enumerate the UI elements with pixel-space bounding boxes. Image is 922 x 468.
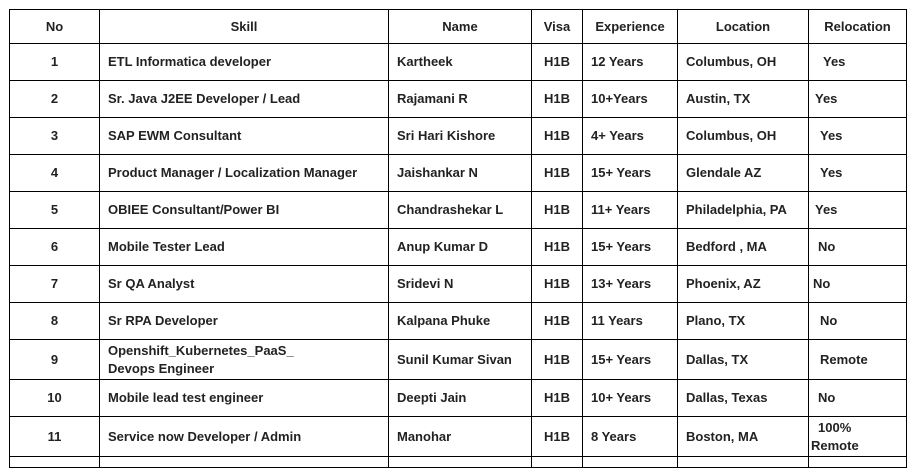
skill-line-1: Openshift_Kubernetes_PaaS_ xyxy=(108,342,294,358)
cell-experience: 11 Years xyxy=(583,303,678,340)
cell-skill: OBIEE Consultant/Power BI xyxy=(100,192,389,229)
cell-no: 9 xyxy=(10,340,100,380)
table-row xyxy=(10,266,907,303)
cell-name: Chandrashekar L xyxy=(389,192,532,229)
table-row xyxy=(10,303,907,340)
cell-empty xyxy=(10,457,100,468)
cell-location: Boston, MA xyxy=(678,417,809,457)
cell-location: Philadelphia, PA xyxy=(678,192,809,229)
header-skill: Skill xyxy=(100,10,389,44)
cell-name: Manohar xyxy=(389,417,532,457)
cell-skill: ETL Informatica developer xyxy=(100,44,389,81)
cell-location: Bedford , MA xyxy=(678,229,809,266)
cell-skill xyxy=(100,340,389,380)
cell-skill: Service now Developer / Admin xyxy=(100,417,389,457)
cell-visa: H1B xyxy=(532,266,583,303)
cell-skill: Mobile lead test engineer xyxy=(100,380,389,417)
cell-location: Dallas, TX xyxy=(678,340,809,380)
cell-name: Sridevi N xyxy=(389,266,532,303)
candidates-table xyxy=(9,9,907,468)
header-name: Name xyxy=(389,10,532,44)
table-row xyxy=(10,155,907,192)
cell-location: Plano, TX xyxy=(678,303,809,340)
cell-empty xyxy=(809,457,907,468)
cell-name: Sri Hari Kishore xyxy=(389,118,532,155)
cell-empty xyxy=(389,457,532,468)
cell-visa: H1B xyxy=(532,303,583,340)
cell-no: 5 xyxy=(10,192,100,229)
cell-experience: 11+ Years xyxy=(583,192,678,229)
cell-skill: Sr RPA Developer xyxy=(100,303,389,340)
table-row-partial xyxy=(10,457,907,468)
table-row xyxy=(10,340,907,380)
cell-location: Phoenix, AZ xyxy=(678,266,809,303)
cell-visa: H1B xyxy=(532,155,583,192)
cell-no: 11 xyxy=(10,417,100,457)
cell-location: Austin, TX xyxy=(678,81,809,118)
table-row xyxy=(10,417,907,457)
cell-skill: Sr. Java J2EE Developer / Lead xyxy=(100,81,389,118)
cell-visa: H1B xyxy=(532,229,583,266)
header-row xyxy=(10,10,907,44)
header-experience: Experience xyxy=(583,10,678,44)
cell-visa: H1B xyxy=(532,417,583,457)
cell-name: Kalpana Phuke xyxy=(389,303,532,340)
cell-experience: 10+ Years xyxy=(583,380,678,417)
cell-location: Columbus, OH xyxy=(678,118,809,155)
header-relocation: Relocation xyxy=(809,10,907,44)
cell-visa: H1B xyxy=(532,44,583,81)
cell-relocation: Yes xyxy=(809,118,907,155)
cell-no: 4 xyxy=(10,155,100,192)
cell-no: 3 xyxy=(10,118,100,155)
cell-skill: Sr QA Analyst xyxy=(100,266,389,303)
cell-location: Glendale AZ xyxy=(678,155,809,192)
cell-visa: H1B xyxy=(532,192,583,229)
cell-relocation: No xyxy=(809,266,907,303)
header-visa: Visa xyxy=(532,10,583,44)
skill-line-2: Devops Engineer xyxy=(108,360,215,376)
table-row xyxy=(10,380,907,417)
cell-no: 8 xyxy=(10,303,100,340)
cell-experience: 15+ Years xyxy=(583,155,678,192)
cell-relocation: Yes xyxy=(809,155,907,192)
cell-location: Dallas, Texas xyxy=(678,380,809,417)
cell-no: 1 xyxy=(10,44,100,81)
cell-visa: H1B xyxy=(532,380,583,417)
cell-relocation: No xyxy=(809,303,907,340)
cell-visa: H1B xyxy=(532,81,583,118)
cell-relocation: Yes xyxy=(809,192,907,229)
cell-name: Kartheek xyxy=(389,44,532,81)
cell-empty xyxy=(100,457,389,468)
cell-experience: 8 Years xyxy=(583,417,678,457)
cell-relocation: Yes xyxy=(809,81,907,118)
cell-name: Deepti Jain xyxy=(389,380,532,417)
cell-skill: Product Manager / Localization Manager xyxy=(100,155,389,192)
cell-no: 10 xyxy=(10,380,100,417)
cell-no: 2 xyxy=(10,81,100,118)
cell-name: Anup Kumar D xyxy=(389,229,532,266)
cell-experience: 12 Years xyxy=(583,44,678,81)
cell-experience: 13+ Years xyxy=(583,266,678,303)
cell-experience: 15+ Years xyxy=(583,340,678,380)
cell-relocation: Yes xyxy=(809,44,907,81)
cell-no: 7 xyxy=(10,266,100,303)
cell-experience: 10+Years xyxy=(583,81,678,118)
table-row xyxy=(10,229,907,266)
cell-skill: SAP EWM Consultant xyxy=(100,118,389,155)
relocation-line-2: Remote xyxy=(811,437,859,453)
cell-empty xyxy=(678,457,809,468)
cell-name: Jaishankar N xyxy=(389,155,532,192)
cell-no: 6 xyxy=(10,229,100,266)
cell-name: Sunil Kumar Sivan xyxy=(389,340,532,380)
table-row xyxy=(10,118,907,155)
cell-empty xyxy=(583,457,678,468)
cell-relocation: Remote xyxy=(809,340,907,380)
cell-experience: 4+ Years xyxy=(583,118,678,155)
table-row xyxy=(10,81,907,118)
header-location: Location xyxy=(678,10,809,44)
cell-experience: 15+ Years xyxy=(583,229,678,266)
cell-visa: H1B xyxy=(532,118,583,155)
cell-name: Rajamani R xyxy=(389,81,532,118)
cell-relocation xyxy=(809,417,907,457)
cell-skill: Mobile Tester Lead xyxy=(100,229,389,266)
cell-location: Columbus, OH xyxy=(678,44,809,81)
cell-empty xyxy=(532,457,583,468)
table-row xyxy=(10,44,907,81)
header-no: No xyxy=(10,10,100,44)
cell-relocation: No xyxy=(809,229,907,266)
table-row xyxy=(10,192,907,229)
relocation-line-1: 100% xyxy=(818,419,852,435)
cell-relocation: No xyxy=(809,380,907,417)
cell-visa: H1B xyxy=(532,340,583,380)
